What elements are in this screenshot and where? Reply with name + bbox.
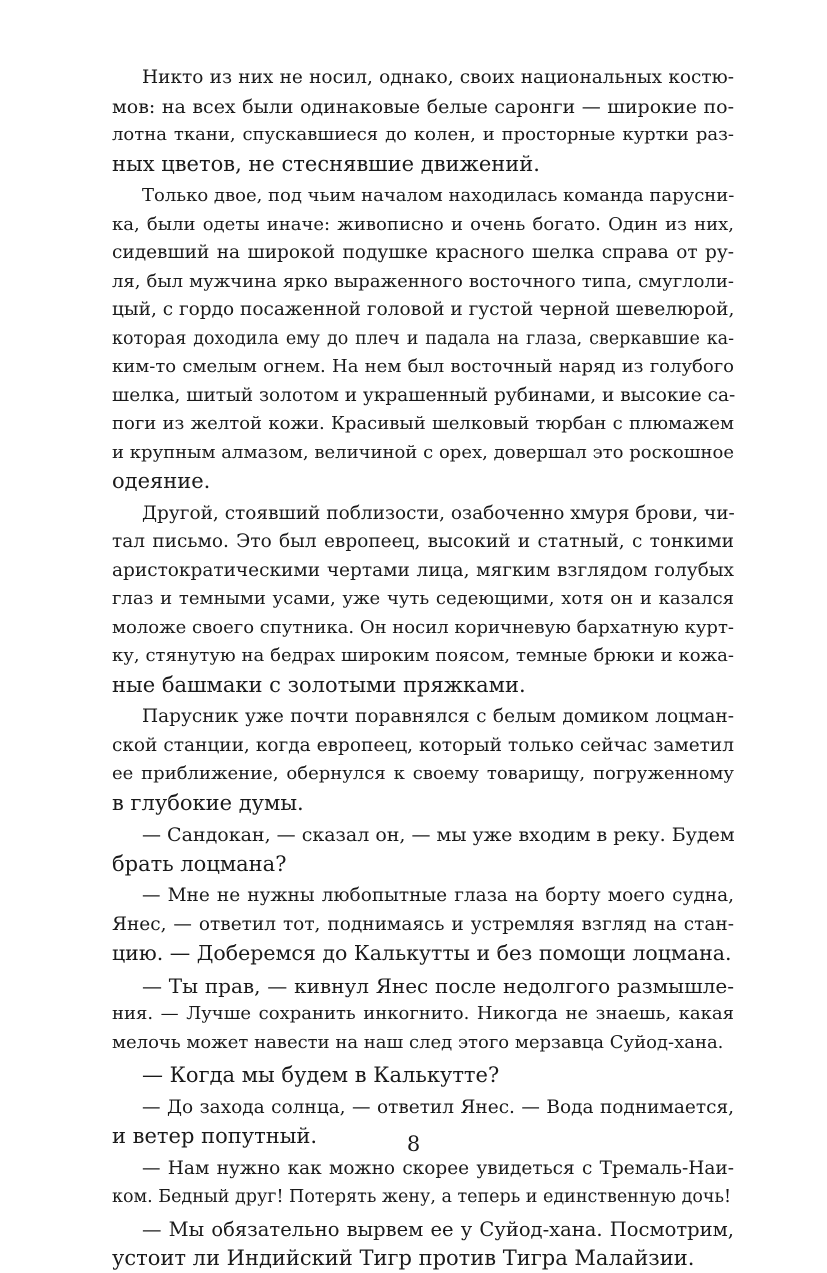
text-line: — Мне не нужны любопытные глаза на борту моего судна, [142,885,734,906]
text-line: Другой, стоявший поблизости, озабоченно хмуря брови, чи- [142,502,735,524]
text-line: ля, был мужчина ярко выраженного восточного типа, смуглоли- [112,270,734,292]
text-line: аристократическими чертами лица, мягким взглядом голубых [112,559,734,581]
text-line: ким-то смелым огнем. На нем был восточный наряд из голубого [112,356,734,377]
text-line: Янес, — ответил тот, поднимаясь и устремляя взгляд на стан- [112,913,734,935]
text-line: ком. Бедный друг! Потерять жену, а теперь и единственную дочь! [112,1187,732,1207]
text-line: ку, стянутую на бедрах широким поясом, темные брюки и кожа- [112,645,734,666]
text-line: Никто из них не носил, однако, своих национальных костю- [142,67,734,88]
text-line: ния. — Лучше сохранить инкогнито. Никогда не знаешь, какая [112,1003,734,1024]
text-line: — Ты прав, — кивнул Янес после недолгого размышле- [142,973,734,998]
text-line: лотна ткани, спускавшиеся до колен, и просторные куртки раз- [112,124,734,145]
text-line: сидевший на широкой подушке красного шелка справа от ру- [112,242,734,263]
text-line: в глубокие думы. [112,790,304,815]
text-line: — До захода солнца, — ответил Янес. — Вода поднимается, [142,1096,734,1118]
text-line: моложе своего спутника. Он носил коричневую бархатную курт- [112,616,734,638]
text-line: мелочь может навести на наш след этого мерзавца Суйод-хана. [112,1031,724,1053]
text-line: шелка, шитый золотом и украшенный рубинами, и высокие са- [112,384,736,406]
text-line: Только двое, под чьим началом находилась команда парусни- [142,185,735,206]
text-line: — Когда мы будем в Калькутте? [142,1063,500,1087]
text-line: Парусник уже почти поравнялся с белым домиком лоцман- [142,706,734,727]
text-line: — Мы обязательно вырвем ее у Суйод-хана. Посмотрим, [142,1217,734,1241]
text-line: ее приближение, обернулся к своему товарищу, погруженному [112,763,734,784]
text-line: ка, были одеты иначе: живописно и очень богато. Один из них, [112,213,734,235]
text-line: поги из желтой кожи. Красивый шелковый тюрбан с плюмажем [112,413,734,434]
text-line: устоит ли Индийский Тигр против Тигра Малайзии. [112,1246,695,1270]
text-line: глаз и темными усами, уже чуть седеющими, хотя он и казался [112,588,734,609]
text-line: — Нам нужно как можно скорее увидеться с Тремаль-Наи- [142,1157,734,1179]
text-line: ные башмаки с золотыми пряжками. [112,672,526,697]
text-line: брать лоцмана? [112,851,287,876]
text-line: тал письмо. Это был европеец, высокий и статный, с тонкими [112,531,734,552]
text-line: ных цветов, не стеснявшие движений. [112,151,540,176]
text-line: цый, с гордо посаженной головой и густой черной шевелюрой, [112,299,735,320]
text-line: одеяние. [112,469,211,493]
text-line: мов: на всех были одинаковые белые саронги — широкие по- [112,95,734,118]
text-line: и крупным алмазом, величиной с орех, довершал это роскошное [112,441,734,463]
text-line: цию. — Доберемся до Калькутты и без помощи лоцмана. [112,941,732,965]
page-body [112,64,736,1270]
text-line: и ветер попутный. [112,1124,318,1148]
text-line: которая доходила ему до плеч и падала на глаза, сверкавшие ка- [112,328,734,349]
text-line: — Сандокан, — сказал он, — мы уже входим в реку. Будем [142,824,735,846]
text-line: ской станции, когда европеец, который только сейчас заметил [112,734,734,756]
page-number: 8 [406,1132,421,1156]
